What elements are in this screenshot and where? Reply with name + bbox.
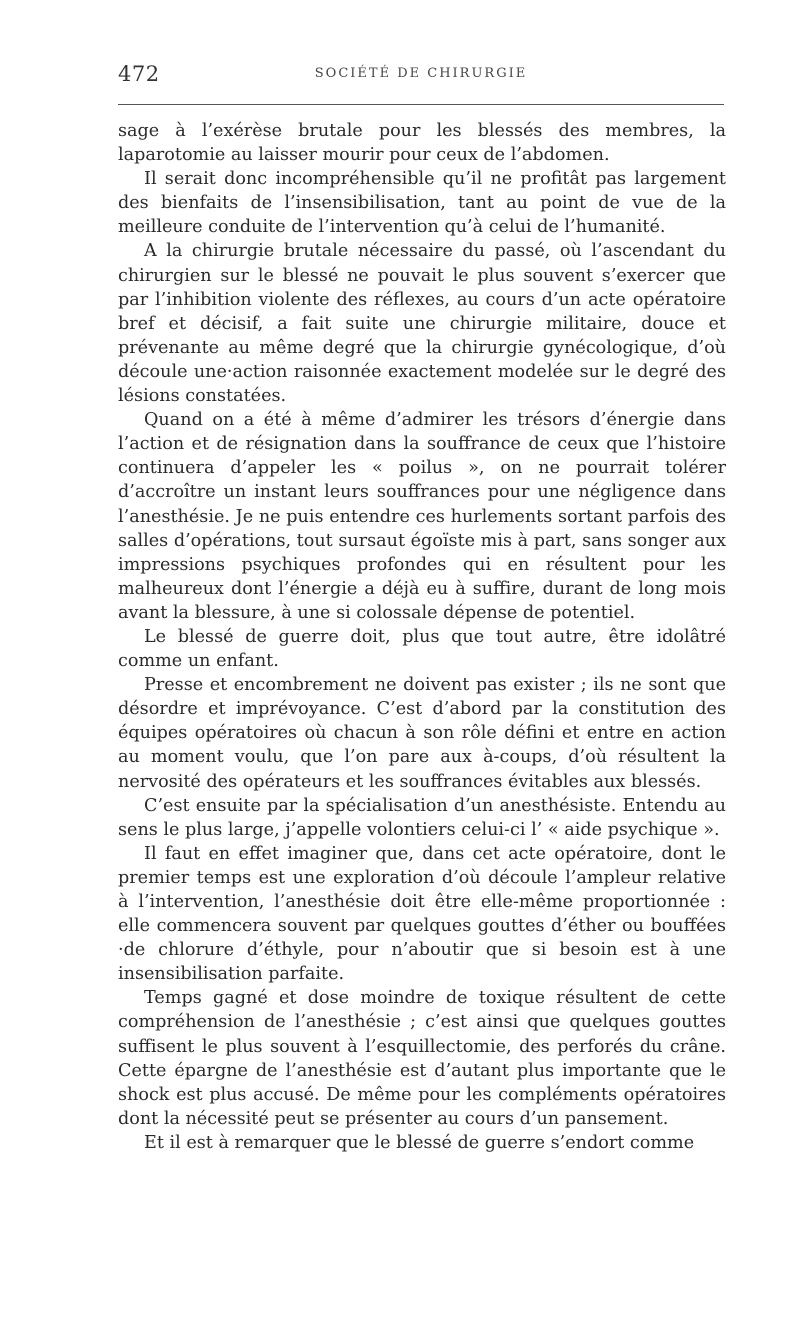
paragraph-1: sage à l’exérèse brutale pour les blessés des membres, la laparotomie au laisser mourir pour ceux de l’abdomen. xyxy=(118,121,726,166)
body-text xyxy=(118,119,726,1155)
paragraph-2: Il serait donc incompréhensible qu’il ne profitât pas largement des bienfaits de l’insensibilisation, tant au point de vue de la meilleure conduite de l’intervention qu’à celui de l’humanité. xyxy=(118,169,726,238)
paragraph-10: Et il est à remarquer que le blessé de guerre s’endort comme xyxy=(144,1132,695,1153)
paragraph-9: Temps gagné et dose moindre de toxique résultent de cette compréhension de l’anesthésie ; c’est ainsi que quelques gouttes suffisent le plus souvent à l’esquillectomie, des perforés du crâne. Cette épargne de l’anesthésie est d’autant plus importante que le shock est plus accusé. De même pour les compléments opératoires dont la nécessité peut se présenter au cours d’un pansement. xyxy=(118,988,726,1129)
paragraph-4: Quand on a été à même d’admirer les trésors d’énergie dans l’action et de résignation dans la souffrance de ceux que l’histoire continuera d’appeler les « poilus », on ne pourrait tolérer d’accroître un instant leurs souffrances pour une négligence dans l’anesthésie. Je ne puis entendre ces hurlements sortant parfois des salles d’opérations, tout sursaut égoïste mis à part, sans songer aux impressions psychiques profondes qui en résultent pour les malheureux dont l’énergie a déjà eu à suffire, durant de long mois avant la blessure, à une si colossale dépense de potentiel. xyxy=(118,410,726,623)
paragraph-8: Il faut en effet imaginer que, dans cet acte opératoire, dont le premier temps est une exploration d’où découle l’ampleur relative à l’intervention, l’anesthésie doit être elle-même proportionnée : elle commencera souvent par quelques gouttes d’éther ou bouffées ·de chlorure d’éthyle, pour n’aboutir que si besoin est à une insensibilisation parfaite. xyxy=(118,843,726,985)
header-rule xyxy=(118,104,724,105)
paragraph-6: Presse et encombrement ne doivent pas exister ; ils ne sont que désordre et imprévoyance. C’est d’abord par la constitution des équipes opératoires où chacun à son rôle défini et entre en action au moment voulu, que l’on pare aux à-coups, d’où résultent la nervosité des opérateurs et les souffrances évitables aux blessés. xyxy=(118,675,726,792)
running-head xyxy=(118,62,724,90)
running-title: SOCIÉTÉ DE CHIRURGIE xyxy=(314,66,528,81)
paragraph-3: A la chirurgie brutale nécessaire du passé, où l’ascendant du chirurgien sur le blessé ne pouvait le plus souvent s’exercer que par l’inhibition violente des réflexes, au cours d’un acte opératoire bref et décisif, a fait suite une chirurgie militaire, douce et prévenante au même degré que la chirurgie gynécologique, d’où découle une·action raisonnée exactement modelée sur le degré des lésions constatées. xyxy=(118,241,726,407)
paragraph-5: Le blessé de guerre doit, plus que tout autre, être idolâtré comme un enfant. xyxy=(118,626,726,672)
page-number: 472 xyxy=(118,62,160,86)
paragraph-7: C’est ensuite par la spécialisation d’un anesthésiste. Entendu au sens le plus large, j’appelle volontiers celui-ci l’ « aide psychique ». xyxy=(118,795,726,840)
